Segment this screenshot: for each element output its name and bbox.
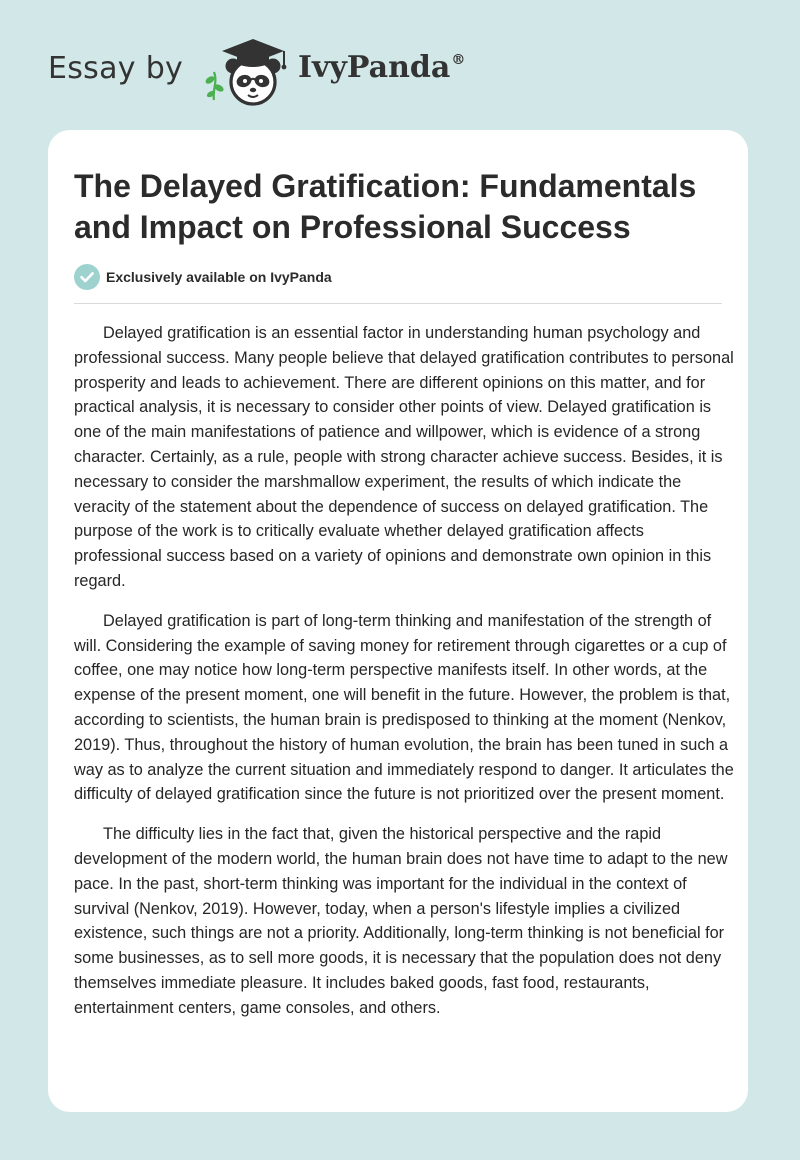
essay-paragraph-2: Delayed gratification is part of long-term thinking and manifestation of the strength of will. Considering the example of saving money for retirement through cigarettes or a cup of coffee, one may notice how long-term perspective manifests itself. In other words, at the expense of the present moment, one will benefit in the future. However, the problem is that, according to scientists, the human brain is predisposed to thinking at the moment (Nenkov, 2019). Thus, throughout the history of human evolution, the brain has been tuned in such a way as to analyze the current situation and immediately respond to danger. It articulates the difficulty of delayed gratification since the future is not prioritized over the present moment.: [74, 611, 734, 804]
site-header-brand[interactable]: [48, 36, 528, 108]
exclusive-badge: [74, 264, 332, 290]
panda-logo-icon: [202, 36, 294, 108]
essay-title: The Delayed Gratification: Fundamentals and Impact on Professional Success: [74, 168, 697, 245]
brand-name-text: IvyPanda: [298, 50, 451, 85]
check-circle-icon: [74, 264, 100, 290]
title-divider: [74, 303, 722, 304]
registered-mark: ®: [451, 52, 466, 68]
brand-prefix: Essay by: [48, 51, 184, 86]
essay-paragraph-1: Delayed gratification is an essential factor in understanding human psychology and professional success. Many people believe that delayed gratification contributes to personal prosperity and leads to achievement. There are different opinions on this matter, and for practical analysis, it is necessary to consider other points of view. Delayed gratification is one of the main manifestations of patience and willpower, which is evidence of a strong character. Certainly, as a rule, people with strong character achieve success. Besides, it is necessary to consider the marshmallow experiment, the results of which indicate the veracity of the statement about the dependence of success on delayed gratification. The purpose of the work is to critically evaluate whether delayed gratification affects professional success based on a variety of opinions and demonstrate own opinion in this regard.: [74, 324, 734, 590]
brand-name: [298, 50, 465, 85]
essay-body: [74, 321, 734, 1036]
essay-paragraph-3: The difficulty lies in the fact that, given the historical perspective and the rapid development of the modern world, the human brain does not have time to adapt to the new pace. In the past, short-term thinking was important for the individual in the context of survival (Nenkov, 2019). However, today, when a person's lifestyle implies a civilized existence, such things are not a priority. Additionally, long-term thinking is not beneficial for some businesses, as to sell more goods, it is necessary that the population does not deny themselves immediate pleasure. It includes baked goods, fast food, restaurants, entertainment centers, game consoles, and others.: [74, 825, 728, 1017]
exclusive-badge-label: Exclusively available on IvyPanda: [106, 269, 332, 285]
essay-card: [48, 130, 748, 1112]
